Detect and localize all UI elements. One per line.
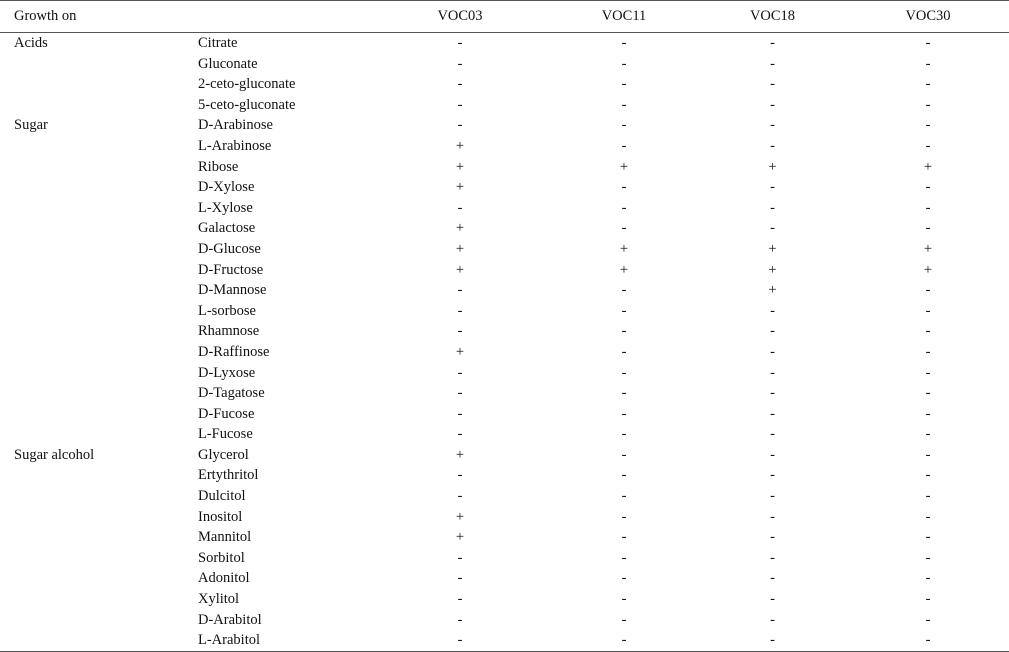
growth-result-voc03: - <box>457 323 463 340</box>
group-label <box>0 548 185 569</box>
growth-result-voc30: - <box>925 302 931 319</box>
growth-result-voc18: - <box>770 220 775 237</box>
growth-result-voc03: - <box>457 611 463 628</box>
substrate-name: L-Arabitol <box>185 630 370 651</box>
table-row <box>0 383 1009 404</box>
growth-result-voc03: - <box>457 405 463 422</box>
growth-result-voc30: - <box>925 467 931 484</box>
growth-result-voc11: + <box>619 240 629 257</box>
table-row <box>0 33 1009 54</box>
growth-result-voc18: - <box>770 611 775 628</box>
growth-result-voc18: + <box>768 240 777 257</box>
group-label <box>0 589 185 610</box>
growth-result-voc03: + <box>455 508 465 525</box>
table-row <box>0 157 1009 178</box>
growth-result-voc30: + <box>923 261 933 278</box>
growth-result-voc11: - <box>621 323 627 340</box>
group-label <box>0 610 185 631</box>
growth-result-voc18: - <box>770 529 775 546</box>
growth-result-voc11: - <box>621 35 627 51</box>
growth-result-voc18: - <box>770 570 775 587</box>
growth-result-voc11: - <box>621 446 627 463</box>
group-label <box>0 527 185 548</box>
substrate-name: D-Tagatose <box>198 385 265 402</box>
growth-result-voc18: - <box>770 343 775 360</box>
group-label <box>0 136 185 157</box>
growth-result-voc18: - <box>770 96 775 113</box>
header-strain-voc30: VOC30 <box>847 1 1009 33</box>
growth-result-voc03: - <box>457 117 463 134</box>
growth-result-voc11: - <box>621 199 627 216</box>
growth-result-voc18: - <box>770 446 775 463</box>
growth-result-voc03: - <box>457 35 463 51</box>
growth-result-voc30: - <box>925 179 931 196</box>
group-label <box>0 157 185 178</box>
group-label <box>0 363 185 384</box>
group-label <box>0 568 185 589</box>
substrate-name: L-Fucose <box>198 426 253 443</box>
growth-result-voc11: - <box>621 467 627 484</box>
growth-result-voc30: - <box>925 426 931 443</box>
growth-result-voc18: + <box>768 261 777 278</box>
substrate-name: Gluconate <box>198 55 258 72</box>
substrate-name: Sorbitol <box>198 549 245 566</box>
substrate-name: Adonitol <box>198 570 250 587</box>
growth-result-voc03: - <box>457 199 463 216</box>
growth-result-voc11: - <box>621 55 627 72</box>
substrate-name: Glycerol <box>198 446 249 463</box>
table-row <box>0 95 1009 116</box>
table-row <box>0 136 1009 157</box>
growth-result-voc30: - <box>925 96 931 113</box>
group-label <box>0 54 185 75</box>
growth-result-voc11: - <box>621 137 627 154</box>
substrate-name: D-Arabinose <box>198 117 273 134</box>
growth-result-voc30: - <box>925 570 931 587</box>
substrate-name: L-Xylose <box>198 199 253 216</box>
growth-result-voc03: - <box>370 630 550 651</box>
growth-result-voc18: - <box>770 385 775 402</box>
growth-result-voc30: - <box>925 282 931 299</box>
growth-result-voc03: - <box>457 467 463 484</box>
substrate-name: Mannitol <box>198 529 252 546</box>
table-row <box>0 527 1009 548</box>
growth-result-voc18: - <box>770 55 775 72</box>
group-label <box>0 383 185 404</box>
growth-result-voc18: - <box>770 508 775 525</box>
growth-result-voc30: - <box>925 323 931 340</box>
substrate-name: Ertythritol <box>198 467 259 484</box>
substrate-name: Dulcitol <box>198 488 246 505</box>
table-row <box>0 589 1009 610</box>
growth-result-voc03: - <box>457 364 463 381</box>
substrate-name: D-Raffinose <box>198 343 270 360</box>
growth-result-voc03: - <box>457 385 463 402</box>
header-growth-on: Growth on <box>0 1 370 33</box>
growth-result-voc03: - <box>457 591 463 608</box>
group-label <box>0 280 185 301</box>
growth-result-voc18: - <box>770 467 775 484</box>
growth-result-voc11: - <box>621 76 627 93</box>
substrate-name: L-Arabinose <box>198 137 272 154</box>
group-label <box>0 301 185 322</box>
growth-result-voc03: + <box>455 240 465 257</box>
group-label <box>0 198 185 219</box>
substrate-name: D-Arabitol <box>198 611 262 628</box>
substrate-name: D-Glucose <box>198 240 261 257</box>
growth-result-voc11: - <box>621 220 627 237</box>
group-label <box>0 486 185 507</box>
table-row <box>0 218 1009 239</box>
substrate-name: 5-ceto-gluconate <box>198 96 296 113</box>
growth-result-voc18: + <box>768 158 777 175</box>
growth-result-voc30: - <box>925 488 931 505</box>
growth-result-voc03: + <box>455 261 465 278</box>
growth-result-voc11: - <box>621 529 627 546</box>
table-row <box>0 507 1009 528</box>
growth-result-voc11: - <box>621 611 627 628</box>
growth-result-voc30: - <box>925 591 931 608</box>
header-row <box>0 1 1009 33</box>
table-row <box>0 280 1009 301</box>
table-row <box>0 239 1009 260</box>
growth-result-voc30: - <box>925 220 931 237</box>
growth-result-voc18: - <box>770 76 775 93</box>
growth-result-voc03: + <box>455 158 465 175</box>
growth-result-voc03: - <box>457 549 463 566</box>
growth-result-voc11: - <box>550 630 698 651</box>
substrate-name: L-sorbose <box>198 302 256 319</box>
growth-result-voc30: - <box>925 549 931 566</box>
header-strain-voc18: VOC18 <box>698 1 847 33</box>
group-label: Sugar alcohol <box>14 446 95 463</box>
table-row <box>0 630 1009 651</box>
growth-result-voc11: - <box>621 570 627 587</box>
growth-result-voc30: - <box>847 630 1009 651</box>
growth-result-voc03: + <box>455 220 465 237</box>
group-label <box>0 404 185 425</box>
growth-result-voc11: + <box>619 261 629 278</box>
table-row <box>0 342 1009 363</box>
growth-result-voc11: - <box>621 96 627 113</box>
growth-result-voc03: + <box>455 446 465 463</box>
growth-result-voc03: - <box>457 282 463 299</box>
table-row <box>0 610 1009 631</box>
growth-result-voc11: - <box>621 385 627 402</box>
growth-result-voc18: - <box>770 117 775 134</box>
group-label <box>0 260 185 281</box>
table-row <box>0 74 1009 95</box>
group-label: Acids <box>14 35 48 51</box>
growth-result-voc18: - <box>770 488 775 505</box>
growth-result-voc18: - <box>770 591 775 608</box>
growth-result-voc30: - <box>925 137 931 154</box>
growth-result-voc03: + <box>455 529 465 546</box>
growth-result-voc11: - <box>621 508 627 525</box>
substrate-name: Inositol <box>198 508 243 525</box>
growth-result-voc03: - <box>457 55 463 72</box>
growth-result-voc18: - <box>770 426 775 443</box>
group-label <box>0 507 185 528</box>
growth-result-voc03: + <box>455 137 465 154</box>
table-row <box>0 424 1009 445</box>
growth-result-voc18: - <box>770 199 775 216</box>
growth-result-voc30: - <box>925 55 931 72</box>
table-row <box>0 115 1009 136</box>
substrate-name: D-Fucose <box>198 405 255 422</box>
growth-result-voc11: - <box>621 364 627 381</box>
growth-result-voc18: - <box>770 364 775 381</box>
substrate-name: D-Fructose <box>198 261 264 278</box>
growth-result-voc30: - <box>925 508 931 525</box>
substrate-name: Galactose <box>198 220 256 237</box>
growth-result-voc11: - <box>621 343 627 360</box>
growth-result-voc30: - <box>925 343 931 360</box>
group-label: Sugar <box>14 117 48 134</box>
growth-result-voc30: - <box>925 76 931 93</box>
substrate-name: Rhamnose <box>198 323 260 340</box>
growth-result-voc03: - <box>457 76 463 93</box>
growth-result-voc11: - <box>621 426 627 443</box>
growth-result-voc03: - <box>457 488 463 505</box>
group-label <box>0 342 185 363</box>
substrate-name: D-Mannose <box>198 282 267 299</box>
group-label <box>0 424 185 445</box>
table-row <box>0 260 1009 281</box>
growth-result-voc11: - <box>621 179 627 196</box>
growth-result-voc11: - <box>621 282 627 299</box>
growth-result-voc11: - <box>621 488 627 505</box>
growth-result-voc30: - <box>925 199 931 216</box>
table-row <box>0 177 1009 198</box>
growth-result-voc30: - <box>925 611 931 628</box>
growth-result-voc03: - <box>457 426 463 443</box>
growth-result-voc03: + <box>455 343 465 360</box>
growth-result-voc11: - <box>621 405 627 422</box>
table-row <box>0 465 1009 486</box>
growth-result-voc18: - <box>770 179 775 196</box>
growth-result-voc30: - <box>925 117 931 134</box>
table-row <box>0 321 1009 342</box>
substrate-name: 2-ceto-gluconate <box>198 76 296 93</box>
growth-result-voc18: - <box>770 405 775 422</box>
substrate-name: Citrate <box>198 35 238 51</box>
growth-result-voc30: - <box>925 446 931 463</box>
substrate-name: D-Lyxose <box>198 364 256 381</box>
growth-result-voc03: - <box>457 302 463 319</box>
growth-result-voc30: + <box>923 158 933 175</box>
group-label <box>0 630 185 651</box>
growth-result-voc18: + <box>768 282 777 299</box>
growth-result-voc30: - <box>925 35 931 51</box>
growth-result-voc30: - <box>925 364 931 381</box>
growth-result-voc18: - <box>770 35 775 51</box>
growth-result-voc18: - <box>770 549 775 566</box>
group-label <box>0 465 185 486</box>
growth-result-voc11: - <box>621 302 627 319</box>
header-strain-voc03: VOC03 <box>370 1 550 33</box>
table-body <box>0 33 1009 652</box>
group-label <box>0 321 185 342</box>
growth-result-voc11: - <box>621 591 627 608</box>
growth-result-voc11: - <box>621 549 627 566</box>
table-row <box>0 486 1009 507</box>
group-label <box>0 218 185 239</box>
growth-result-voc30: - <box>925 529 931 546</box>
table-row <box>0 363 1009 384</box>
table-row <box>0 445 1009 466</box>
table-row <box>0 404 1009 425</box>
table-row <box>0 301 1009 322</box>
table-row <box>0 54 1009 75</box>
growth-result-voc03: + <box>455 179 465 196</box>
growth-result-voc11: - <box>621 117 627 134</box>
growth-result-voc03: - <box>457 570 463 587</box>
header-strain-voc11: VOC11 <box>550 1 698 33</box>
table-row <box>0 548 1009 569</box>
substrate-name: D-Xylose <box>198 179 255 196</box>
growth-result-voc18: - <box>770 302 775 319</box>
growth-result-voc30: - <box>925 405 931 422</box>
group-label <box>0 177 185 198</box>
growth-result-voc30: + <box>923 240 933 257</box>
group-label <box>0 95 185 116</box>
growth-result-voc03: - <box>457 96 463 113</box>
growth-result-voc18: - <box>770 137 775 154</box>
table-row <box>0 568 1009 589</box>
growth-result-voc30: - <box>925 385 931 402</box>
growth-result-voc18: - <box>770 323 775 340</box>
substrate-name: Ribose <box>198 158 239 175</box>
growth-result-voc18: - <box>698 630 847 651</box>
table-row <box>0 198 1009 219</box>
group-label <box>0 239 185 260</box>
substrate-name: Xylitol <box>198 591 240 608</box>
group-label <box>0 74 185 95</box>
growth-result-voc11: + <box>619 158 629 175</box>
